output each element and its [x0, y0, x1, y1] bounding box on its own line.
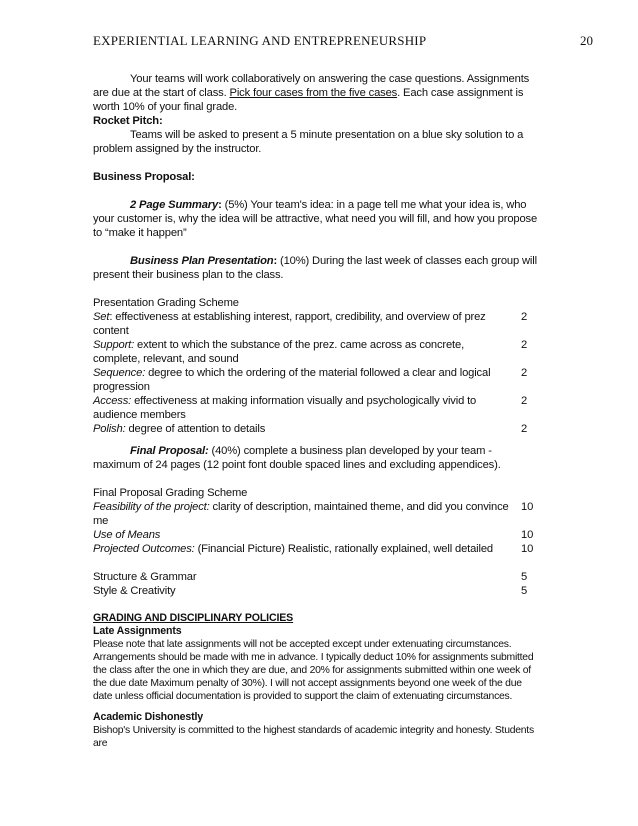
- final-text: clarity of description, maintained theme, and did you convince me: [93, 501, 509, 527]
- page-number: 20: [580, 33, 593, 48]
- rocket-pitch-heading: Rocket Pitch:: [93, 115, 163, 127]
- running-header-title: EXPERIENTIAL LEARNING AND ENTREPRENEURSHIP: [93, 33, 427, 48]
- late-assignments-heading: Late Assignments: [93, 625, 182, 637]
- scheme-points: 2: [521, 311, 528, 323]
- two-page-summary-colon: :: [218, 199, 222, 211]
- page-body: [93, 72, 541, 750]
- final-row-feasibility: [93, 500, 541, 528]
- final-label: Use of Means: [93, 529, 161, 541]
- two-page-summary-text: (5%) Your team's idea: in a page tell me what your idea is, who your customer is, why the idea will be attractive, what need you will fill, and how you propose to “make it happen”: [93, 199, 538, 239]
- scheme-text: effectiveness at establishing interest, rapport, credibility, and overview of prez content: [93, 311, 486, 337]
- academic-dishonesty-heading: Academic Dishonestly: [93, 711, 204, 723]
- scheme-points: 2: [521, 339, 528, 351]
- scheme-points: 2: [521, 395, 528, 407]
- scheme-points: 2: [521, 423, 528, 435]
- academic-dishonesty-text: Bishop's University is committed to the highest standards of academic integrity and honesty. Students are: [93, 725, 534, 749]
- intro-text-2: . Each case assignment is worth 10% of your final grade.: [93, 87, 524, 113]
- scheme-text: extent to which the substance of the prez. came across as concrete, complete, relevant, and sound: [93, 339, 465, 365]
- final-proposal-paragraph: [93, 444, 541, 472]
- scheme-label: Sequence:: [93, 367, 146, 379]
- final-row-outcomes: [93, 542, 541, 556]
- extra-points: 5: [521, 585, 528, 597]
- scheme-text: effectiveness at making information visually and psychologically vivid to audience members: [93, 395, 477, 421]
- final-proposal-text: (40%) complete a business plan developed by your team - maximum of 24 pages (12 point font double spaced lines and excluding appendices).: [93, 445, 501, 471]
- extra-row-structure: [93, 570, 541, 584]
- plan-presentation-paragraph: [93, 254, 541, 282]
- plan-presentation-label: Business Plan Presentation: [130, 255, 274, 267]
- extra-row-style: [93, 584, 541, 598]
- presentation-scheme-title: Presentation Grading Scheme: [93, 297, 239, 309]
- intro-paragraph: [93, 72, 541, 114]
- extra-label: Structure & Grammar: [93, 571, 197, 583]
- scheme-label: Set: [93, 311, 110, 323]
- intro-underlined-text: Pick four cases from the five cases: [229, 87, 398, 99]
- final-proposal-label: Final Proposal:: [130, 445, 209, 457]
- policies-heading: GRADING AND DISCIPLINARY POLICIES: [93, 612, 294, 624]
- extra-points: 5: [521, 571, 528, 583]
- two-page-summary-paragraph: [93, 198, 541, 240]
- scheme-row-set: [93, 310, 541, 338]
- final-scheme-title: Final Proposal Grading Scheme: [93, 487, 248, 499]
- scheme-row-access: [93, 394, 541, 422]
- business-proposal-heading: Business Proposal:: [93, 171, 195, 183]
- rocket-pitch-text: Teams will be asked to present a 5 minute presentation on a blue sky solution to a problem assigned by the instructor.: [93, 129, 524, 155]
- scheme-text: degree to which the ordering of the material followed a clear and logical progression: [93, 367, 491, 393]
- plan-presentation-text: (10%) During the last week of classes each group will present their business plan to the class.: [93, 255, 537, 281]
- scheme-label: Support:: [93, 339, 135, 351]
- scheme-label: Polish:: [93, 423, 126, 435]
- late-assignments-text: Please note that late assignments will not be accepted except under extenuating circumstances. Arrangements should be made with me in advance. I typically deduct 10% for assignments submitted the class after the one in which they are due, and 20% for assignments submitted within one week of the due date Maximum penalty of 30%). I will not accept assignments beyond one week of the due date unless official documentation is provided to support the claim of extenuating circumstances.: [93, 639, 534, 702]
- scheme-row-sequence: [93, 366, 541, 394]
- scheme-points: 2: [521, 367, 528, 379]
- final-points: 10: [521, 529, 534, 541]
- two-page-summary-label: 2 Page Summary: [130, 199, 219, 211]
- scheme-row-support: [93, 338, 541, 366]
- intro-text-1: Your teams will work collaboratively on answering the case questions. Assignments are due at the start of class.: [93, 73, 530, 99]
- extra-label: Style & Creativity: [93, 585, 176, 597]
- scheme-sep: :: [109, 311, 113, 323]
- scheme-text: degree of attention to details: [125, 423, 266, 435]
- final-label: Feasibility of the project:: [93, 501, 210, 513]
- final-label: Projected Outcomes:: [93, 543, 195, 555]
- plan-presentation-colon: :: [273, 255, 278, 267]
- scheme-row-polish: [93, 422, 541, 436]
- final-text: (Financial Picture) Realistic, rationally explained, well detailed: [194, 543, 493, 555]
- scheme-label: Access:: [93, 395, 132, 407]
- final-points: 10: [521, 501, 534, 513]
- final-row-means: [93, 528, 541, 542]
- final-points: 10: [521, 543, 534, 555]
